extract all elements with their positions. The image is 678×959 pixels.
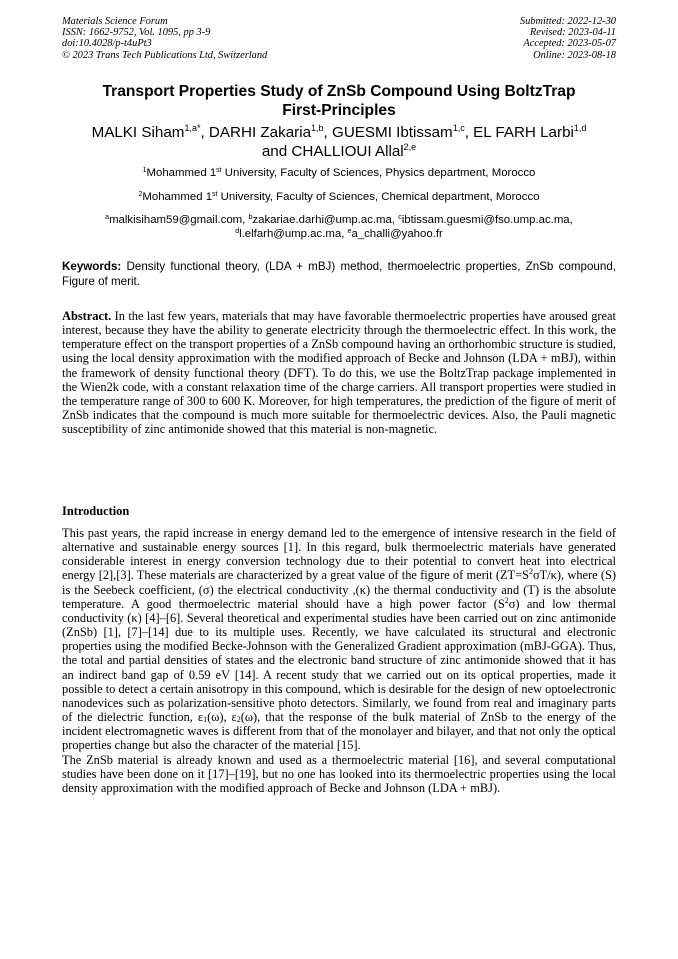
date-online: Online: 2023-08-18 — [533, 49, 616, 61]
emails-line-2 — [62, 227, 616, 241]
keywords-label: Keywords: — [62, 260, 122, 273]
paper-title — [62, 82, 616, 120]
introduction-paragraph-1 — [62, 526, 616, 753]
subscript: 1 — [203, 715, 208, 725]
journal-copyright: © 2023 Trans Tech Publications Ltd, Switzerland — [62, 49, 268, 61]
author-list — [62, 124, 616, 161]
superscript: 2 — [504, 595, 509, 605]
email-link[interactable]: malkisiham59@gmail.com — [109, 214, 243, 226]
abstract-block — [62, 309, 616, 436]
separator: , — [569, 214, 573, 226]
introduction-paragraph-2: The ZnSb material is already known and used as a thermoelectric material [16], and several computational studies have been done on it [17]–[19], but no one has looked into its thermoelectric properties using the local density approximation with the modified approach of Becke and Johnson (LDA + mBJ). — [62, 752, 616, 795]
abstract-text: In the last few years, materials that may have favorable thermoelectric properties have aroused great interest, because they have the ability to generate electricity through the thermoelectric effect. In this work, the temperature effect on the transport properties of a ZnSb compound having an orthorhombic structure is studied, using the local density approximation with the modified approach of Becke and Johnson (LDA + mBJ), within the framework of density functional theory (DFT). To do this, we use the BoltzTrap package implemented in the Wien2k code, with a constant relaxation time of the charge carriers. All transport properties were studied in the temperature range of 300 to 600 K. Moreover, for high temperatures, the prediction of the figure of merit of ZnSb indicates that the compound is much more suitable for thermoelectric devices. Also, the Pauli magnetic susceptibility of zinc antimonide showed that this material is non-magnetic. — [62, 309, 616, 437]
journal-doi: doi:10.4028/p-t4uPt3 — [62, 38, 152, 50]
keywords-text: Density functional theory, (LDA + mBJ) method, thermoelectric properties, ZnSb compound, Figure of merit. — [62, 260, 616, 288]
affiliation-1 — [62, 166, 616, 180]
author-name: EL FARH Larbi — [473, 124, 574, 141]
affiliation-text: University, Faculty of Sciences, Physics department, Morocco — [221, 167, 536, 179]
separator: , — [242, 214, 249, 226]
emails-line-1 — [62, 213, 616, 227]
author-affiliation-mark: 1,a* — [184, 123, 201, 133]
ordinal-suffix: st — [212, 191, 218, 198]
journal-name: Materials Science Forum — [62, 16, 168, 27]
date-submitted: Submitted: 2022-12-30 — [519, 16, 616, 27]
separator: , — [200, 124, 209, 141]
author-name: MALKI Siham — [91, 124, 185, 141]
email-link[interactable]: ibtissam.guesmi@fso.ump.ac.ma — [401, 214, 570, 226]
separator: , — [341, 228, 348, 240]
authors-line-2 — [62, 143, 616, 162]
author-emails — [62, 213, 616, 241]
author-name: and CHALLIOUI Allal — [261, 142, 404, 160]
date-revised: Revised: 2023-04-11 — [529, 27, 616, 39]
affiliation-text: Mohammed 1 — [146, 167, 217, 179]
paragraph-text: σ) and low thermal conductivity (κ) [4]–[6]. Several theoretical and experimental studies have been carried out on zinc antimonide (ZnSb) [1], [7]–[14] due to its multiple uses. Recently, we have calculated its structural and electronic properties using the modified Becke-Johnson with the Generalized Gradient approximation (mBJ-GGA). Thus, the total and partial densities of states and the electronic band structure of zinc antimonide showed that it has an indirect band gap of 0.59 eV [14]. A recent study that we carried out on its optical properties, made it possible to detect a certain anisotropy in this compound, which is desirable for the design of new optoelectronic nanodevices such as polarization-sensitive photo detectors. Similarly, we found from real and imaginary parts of the dielectric function, ε — [62, 596, 617, 725]
email-mark: b — [248, 214, 253, 221]
separator: , — [464, 124, 474, 141]
author-affiliation-mark: 1,c — [452, 123, 465, 133]
section-heading-introduction: Introduction — [62, 504, 130, 518]
author-affiliation-mark: 2,e — [403, 141, 417, 152]
paragraph-text: (ω), that the response of the bulk material of ZnSb to the energy of the incident electromagnetic waves is different from that of the monolayer and bilayer, and that not only the optical properties change but also the character of the material [15]. — [62, 710, 616, 753]
author-name: DARHI Zakaria — [208, 124, 312, 141]
subscript: 2 — [236, 715, 241, 725]
author-name: GUESMI Ibtissam — [332, 124, 453, 141]
email-link[interactable]: a_challi@yahoo.fr — [351, 228, 443, 240]
paragraph-text: (ω), ε — [207, 710, 237, 725]
title-line-2: First-Principles — [282, 102, 396, 119]
author-affiliation-mark: 1,b — [311, 123, 324, 133]
affiliation-2 — [62, 190, 616, 204]
affiliation-text: Mohammed 1 — [142, 191, 213, 203]
date-accepted: Accepted: 2023-05-07 — [523, 38, 616, 50]
superscript: 2 — [528, 567, 533, 577]
keywords-block — [62, 260, 616, 289]
email-link[interactable]: l.elfarh@ump.ac.ma — [239, 228, 342, 240]
affiliation-text: University, Faculty of Sciences, Chemical department, Morocco — [217, 191, 540, 203]
email-mark: c — [398, 214, 402, 221]
separator: , — [391, 214, 399, 226]
journal-info — [62, 16, 267, 61]
authors-line-1 — [62, 124, 616, 143]
affiliation-mark: 1 — [142, 167, 147, 174]
introduction-body — [62, 526, 616, 795]
author-affiliation-mark: 1,d — [573, 123, 587, 133]
paragraph-text: σT/κ), where (S) is the Seebeck coefficient, (σ) the electrical conductivity ,(κ) the thermal conductivity and (T) is the absolute temperature. A good thermoelectric material should have a high power factor (S — [62, 568, 616, 611]
abstract-label: Abstract. — [62, 309, 112, 323]
ordinal-suffix: st — [216, 167, 222, 174]
email-mark: d — [235, 228, 240, 235]
journal-issn: ISSN: 1662-9752, Vol. 1095, pp 3-9 — [62, 27, 211, 39]
title-line-1: Transport Properties Study of ZnSb Compound Using BoltzTrap — [102, 83, 576, 100]
email-mark: e — [347, 228, 352, 235]
affiliation-mark: 2 — [138, 191, 143, 198]
paragraph-text: This past years, the rapid increase in energy demand led to the emergence of intensive research in the field of alternative and sustainable energy sources [1]. In this regard, bulk thermoelectric materials have generated considerable interest in energy conversion technology due to their potential to convert heat into electrical energy [2],[3]. These materials are characterized by a great value of the figure of merit (ZT=S — [62, 526, 616, 583]
email-mark: a — [105, 214, 110, 221]
separator: , — [323, 124, 332, 141]
publication-dates — [520, 16, 616, 61]
email-link[interactable]: zakariae.darhi@ump.ac.ma — [252, 214, 392, 226]
